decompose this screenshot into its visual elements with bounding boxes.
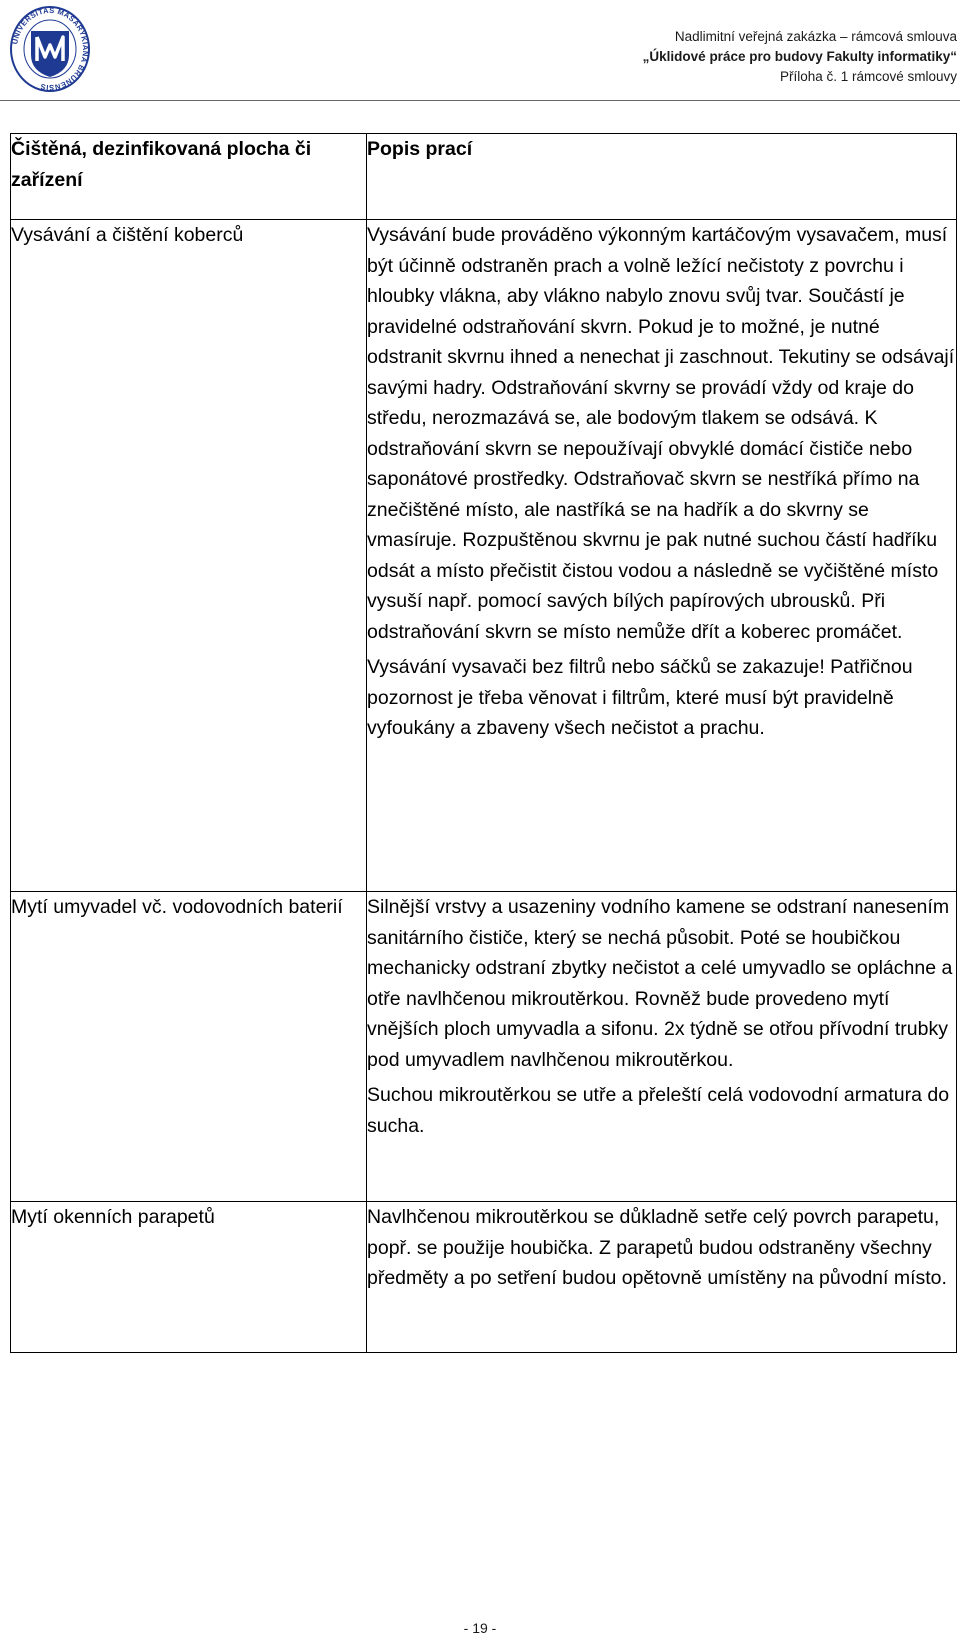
row-label-carpets: Vysávání a čištění koberců: [11, 220, 367, 892]
header-annex-label: Příloha č. 1 rámcové smlouvy: [779, 69, 957, 84]
document-header: [643, 27, 957, 87]
row-description-carpets: [367, 220, 957, 892]
row-description-window-sills: [367, 1202, 957, 1353]
table-row: [11, 892, 957, 1202]
description-paragraph: Vysávání bude prováděno výkonným kartáčovým vysavačem, musí být účinně odstraněn prach a volně ležící nečistoty z povrchu i hloubky vlákna, aby vlákno nabylo znovu svůj tvar. Součástí je pravidelné odstraňování skvrn. Pokud je to možné, je nutné odstranit skvrnu ihned a nenechat ji zaschnout. Tekutiny se odsávají savými hadry. Odstraňování skvrny se provádí vždy od kraje do středu, nerozmazává se, ale bodovým tlakem se odsává. K odstraňování skvrn se nepoužívají obvyklé domácí čističe nebo saponátové prostředky. Odstraňovač skvrn se nestříká přímo na znečištěné místo, ale nastříká se na hadřík a do skvrny se vmasíruje. Rozpuštěnou skvrnu je pak nutné suchou částí hadříku odsát a místo přečistit čistou vodou a následně se vyčištěné místo vysuší např. pomocí savých bílých papírových ubrousků. Při odstraňování skvrn se místo nemůže dřít a koberec promáčet.: [367, 224, 955, 643]
row-label-window-sills: Mytí okenních parapetů: [11, 1202, 367, 1353]
column-header-description: Popis prací: [367, 134, 957, 220]
description-paragraph: Suchou mikroutěrkou se utře a přeleští celá vodovodní armatura do sucha.: [367, 1084, 950, 1137]
row-label-sinks: Mytí umyvadel vč. vodovodních baterií: [11, 892, 367, 1202]
description-paragraph: Vysávání vysavači bez filtrů nebo sáčků se zakazuje! Patřičnou pozornost je třeba věnovat i filtrům, které musí být pravidelně vyfoukány a zbaveny všech nečistot a prachu.: [367, 656, 913, 739]
page-number: - 19 -: [463, 1620, 497, 1636]
table-header-row: [11, 134, 957, 220]
header-contract-title: „Úklidové práce pro budovy Fakulty informatiky“: [642, 49, 957, 64]
header-divider: [0, 100, 960, 101]
table-row: [11, 220, 957, 892]
row-description-sinks: [367, 892, 957, 1202]
table-row: [11, 1202, 957, 1353]
header-contract-type: Nadlimitní veřejná zakázka – rámcová smlouva: [674, 29, 957, 44]
masaryk-university-seal-icon: [9, 5, 91, 93]
column-header-surface: Čištěná, dezinfikovaná plocha či zařízení: [11, 134, 367, 220]
seal-ring-text: UNIVERSITAS MASARYKIANA BRUNENSIS: [10, 5, 91, 93]
description-paragraph: Navlhčenou mikroutěrkou se důkladně setře celý povrch parapetu, popř. se použije houbička. Z parapetů budou odstraněny všechny předměty a po setření budou opětovně umístěny na původní místo.: [367, 1206, 947, 1289]
description-paragraph: Silnější vrstvy a usazeniny vodního kamene se odstraní nanesením sanitárního čističe, který se nechá působit. Poté se houbičkou mechanicky odstraní zbytky nečistot a celé umyvadlo se opláchne a otře navlhčenou mikroutěrkou. Rovněž bude provedeno mytí vnějších ploch umyvadla a sifonu. 2x týdně se otřou přívodní trubky pod umyvadlem navlhčenou mikroutěrkou.: [367, 896, 953, 1071]
university-logo: [9, 5, 91, 93]
cleaning-works-table: [10, 133, 957, 1353]
